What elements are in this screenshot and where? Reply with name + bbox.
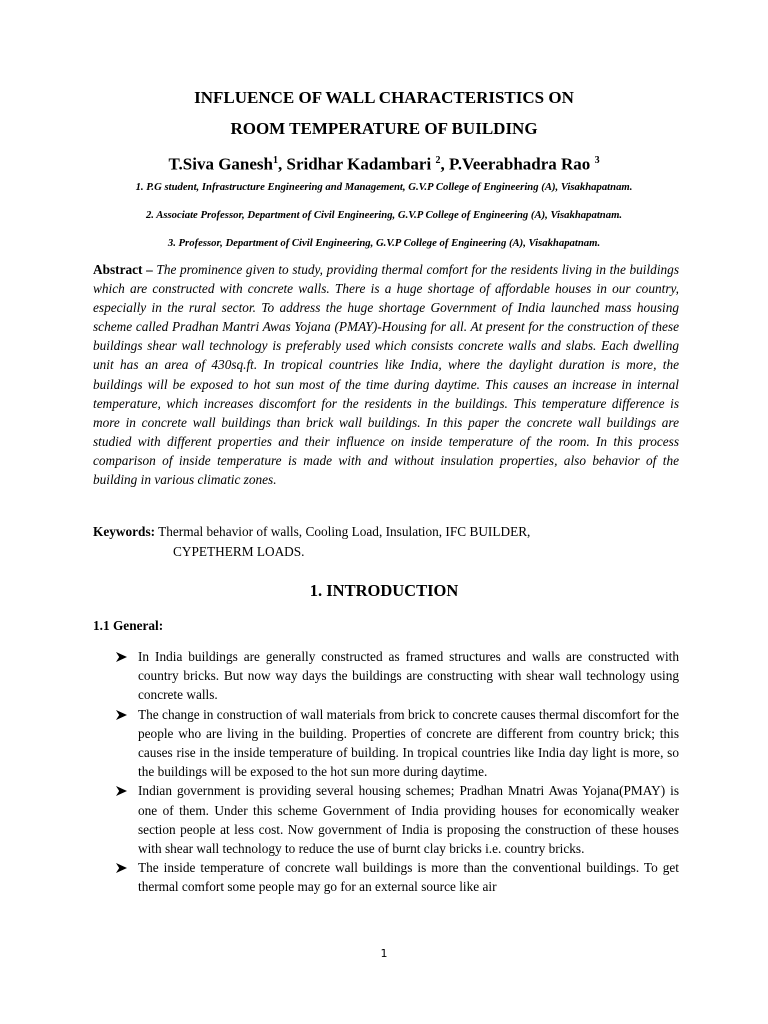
list-item: [116, 858, 679, 896]
arrowhead-bullet-icon: [116, 786, 127, 796]
author-separator: ,: [278, 154, 287, 174]
affiliation-1: 1. P.G student, Infrastructure Engineering and Management, G.V.P College of Engineering (A), Visakhapatnam.: [135, 181, 633, 193]
bullet-text: Indian government is providing several housing schemes; Pradhan Mnatri Awas Yojana(PMAY) is one of them. Under this scheme Government of India providing houses for economically weaker section people at less cost. Now government of India is proposing the construction of these houses with shear wall technology to reduce the use of burnt clay bricks i.e. country bricks.: [138, 783, 679, 857]
author-3: P.Veerabhadra Rao: [448, 154, 595, 174]
author-1-affiliation-mark: 1: [273, 155, 278, 166]
keywords-line-1: Thermal behavior of walls, Cooling Load, Insulation, IFC BUILDER,: [155, 524, 531, 539]
affiliation-2: 2. Associate Professor, Department of Civil Engineering, G.V.P College of Engineering (A), Visakhapatnam.: [145, 209, 623, 221]
author-separator: ,: [440, 154, 449, 174]
author-2-affiliation-mark: 2: [435, 155, 441, 166]
author-2: Sridhar Kadambari: [286, 154, 436, 174]
abstract-label: Abstract –: [93, 262, 157, 277]
abstract: [93, 260, 679, 489]
title-line-1: INFLUENCE OF WALL CHARACTERISTICS ON: [194, 88, 574, 107]
author-1: T.Siva Ganesh: [168, 154, 273, 174]
abstract-text: The prominence given to study, providing thermal comfort for the residents living in the buildings which are constructed with concrete walls. There is a huge shortage of affordable houses in our country, especially in the rural sector. To address the huge shortage Government of India launched mass housing scheme called Pradhan Mantri Awas Yojana (PMAY)-Housing for all. At present for the construction of these buildings shear wall technology is preferably used which consists concrete walls and slabs. Each dwelling unit has an area of 430sq.ft. In tropical countries like India, where the daylight duration is more, the buildings will be exposed to hot sun most of the time during daytime. This causes an increase in internal temperature, which increases discomfort for the residents in the buildings. This temperature difference is more in concrete wall buildings than brick wall buildings. In this paper the concrete wall buildings are studied with different properties and their influence on inside temperature of the room. In this process comparison of inside temperature is made with and without insulation properties, also behavior of the building in various climatic zones.: [93, 262, 680, 488]
page-number: 1: [380, 947, 388, 960]
keywords: [93, 522, 679, 562]
section-heading: 1. INTRODUCTION: [309, 581, 459, 600]
list-item: [116, 781, 679, 858]
arrowhead-bullet-icon: [116, 710, 127, 720]
title-line-2: ROOM TEMPERATURE OF BUILDING: [230, 119, 538, 138]
affiliation-3: 3. Professor, Department of Civil Engineering, G.V.P College of Engineering (A), Visakhapatnam.: [167, 237, 601, 249]
bullet-text: In India buildings are generally constructed as framed structures and walls are constructed with country bricks. But now way days the buildings are constructing with shear wall technology using concrete walls.: [138, 649, 679, 703]
author-3-affiliation-mark: 3: [594, 155, 600, 166]
author-list: [0, 150, 768, 176]
arrowhead-bullet-icon: [116, 652, 127, 662]
keywords-line-2: CYPETHERM LOADS.: [173, 544, 305, 559]
bullet-list: [116, 647, 679, 897]
subsection-heading: 1.1 General:: [93, 618, 164, 633]
keywords-label: Keywords:: [93, 524, 156, 539]
arrowhead-bullet-icon: [116, 863, 127, 873]
bullet-text: The inside temperature of concrete wall buildings is more than the conventional buildings. To get thermal comfort some people may go for an external source like air: [138, 860, 679, 895]
list-item: [116, 705, 679, 782]
list-item: [116, 647, 679, 705]
bullet-text: The change in construction of wall materials from brick to concrete causes thermal discomfort for the people who are living in the building. Properties of concrete are different from country brick; this causes rise in the inside temperature of building. In tropical countries like India day light is more, so the buildings will be exposed to the hot sun more during daytime.: [138, 706, 679, 780]
